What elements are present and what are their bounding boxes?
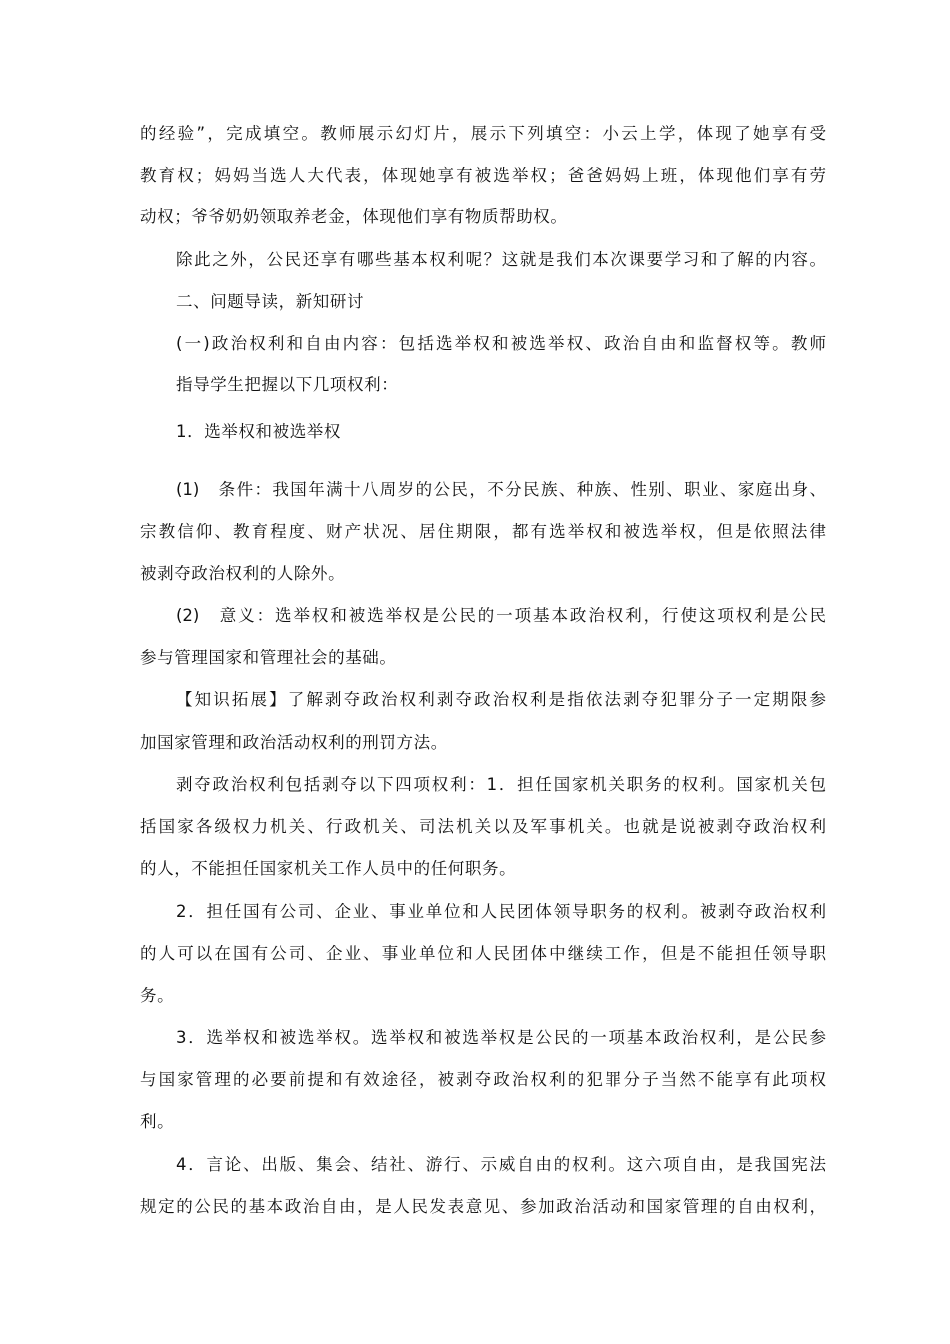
text-line: 加国家管理和政治活动权利的刑罚方法。 — [140, 733, 448, 752]
text-line: 3．选举权和被选举权。选举权和被选举权是公民的一项基本政治权利，是公民参 — [176, 1028, 826, 1047]
text-line: 教育权；妈妈当选人大代表，体现她享有被选举权；爸爸妈妈上班，体现他们享有劳 — [140, 166, 826, 185]
text-line: 参与管理国家和管理社会的基础。 — [140, 648, 397, 667]
text-line: (1) 条件：我国年满十八周岁的公民，不分民族、种族、性别、职业、家庭出身、 — [176, 480, 826, 499]
text-line: (一)政治权利和自由内容：包括选举权和被选举权、政治自由和监督权等。教师 — [176, 334, 826, 353]
text-line: 规定的公民的基本政治自由，是人民发表意见、参加政治活动和国家管理的自由权利， — [140, 1197, 826, 1216]
text-line: (2) 意义：选举权和被选举权是公民的一项基本政治权利，行使这项权利是公民 — [176, 606, 826, 625]
subsection-heading: 1．选举权和被选举权 — [176, 422, 341, 441]
text-line: 的人，不能担任国家机关工作人员中的任何职务。 — [140, 859, 517, 878]
text-line: 4．言论、出版、集会、结社、游行、示威自由的权利。这六项自由，是我国宪法 — [176, 1155, 826, 1174]
text-line: 被剥夺政治权利的人除外。 — [140, 564, 346, 583]
text-line: 2．担任国有公司、企业、事业单位和人民团体领导职务的权利。被剥夺政治权利 — [176, 902, 826, 921]
text-line: 的人可以在国有公司、企业、事业单位和人民团体中继续工作，但是不能担任领导职 — [140, 944, 826, 963]
text-line: 指导学生把握以下几项权利： — [176, 375, 399, 394]
text-line: 【知识拓展】了解剥夺政治权利剥夺政治权利是指依法剥夺犯罪分子一定期限参 — [176, 690, 826, 709]
text-line: 宗教信仰、教育程度、财产状况、居住期限，都有选举权和被选举权，但是依照法律 — [140, 522, 826, 541]
text-line: 利。 — [140, 1112, 175, 1131]
text-line: 动权；爷爷奶奶领取养老金，体现他们享有物质帮助权。 — [140, 207, 568, 226]
section-heading: 二、问题导读，新知研讨 — [176, 292, 365, 311]
text-line: 务。 — [140, 986, 175, 1005]
text-line: 括国家各级权力机关、行政机关、司法机关以及军事机关。也就是说被剥夺政治权利 — [140, 817, 826, 836]
text-line: 的经验”，完成填空。教师展示幻灯片，展示下列填空：小云上学，体现了她享有受 — [140, 124, 826, 143]
text-line: 与国家管理的必要前提和有效途径，被剥夺政治权利的犯罪分子当然不能享有此项权 — [140, 1070, 826, 1089]
text-line: 除此之外，公民还享有哪些基本权利呢？这就是我们本次课要学习和了解的内容。 — [176, 250, 826, 269]
text-line: 剥夺政治权利包括剥夺以下四项权利：1．担任国家机关职务的权利。国家机关包 — [176, 775, 826, 794]
